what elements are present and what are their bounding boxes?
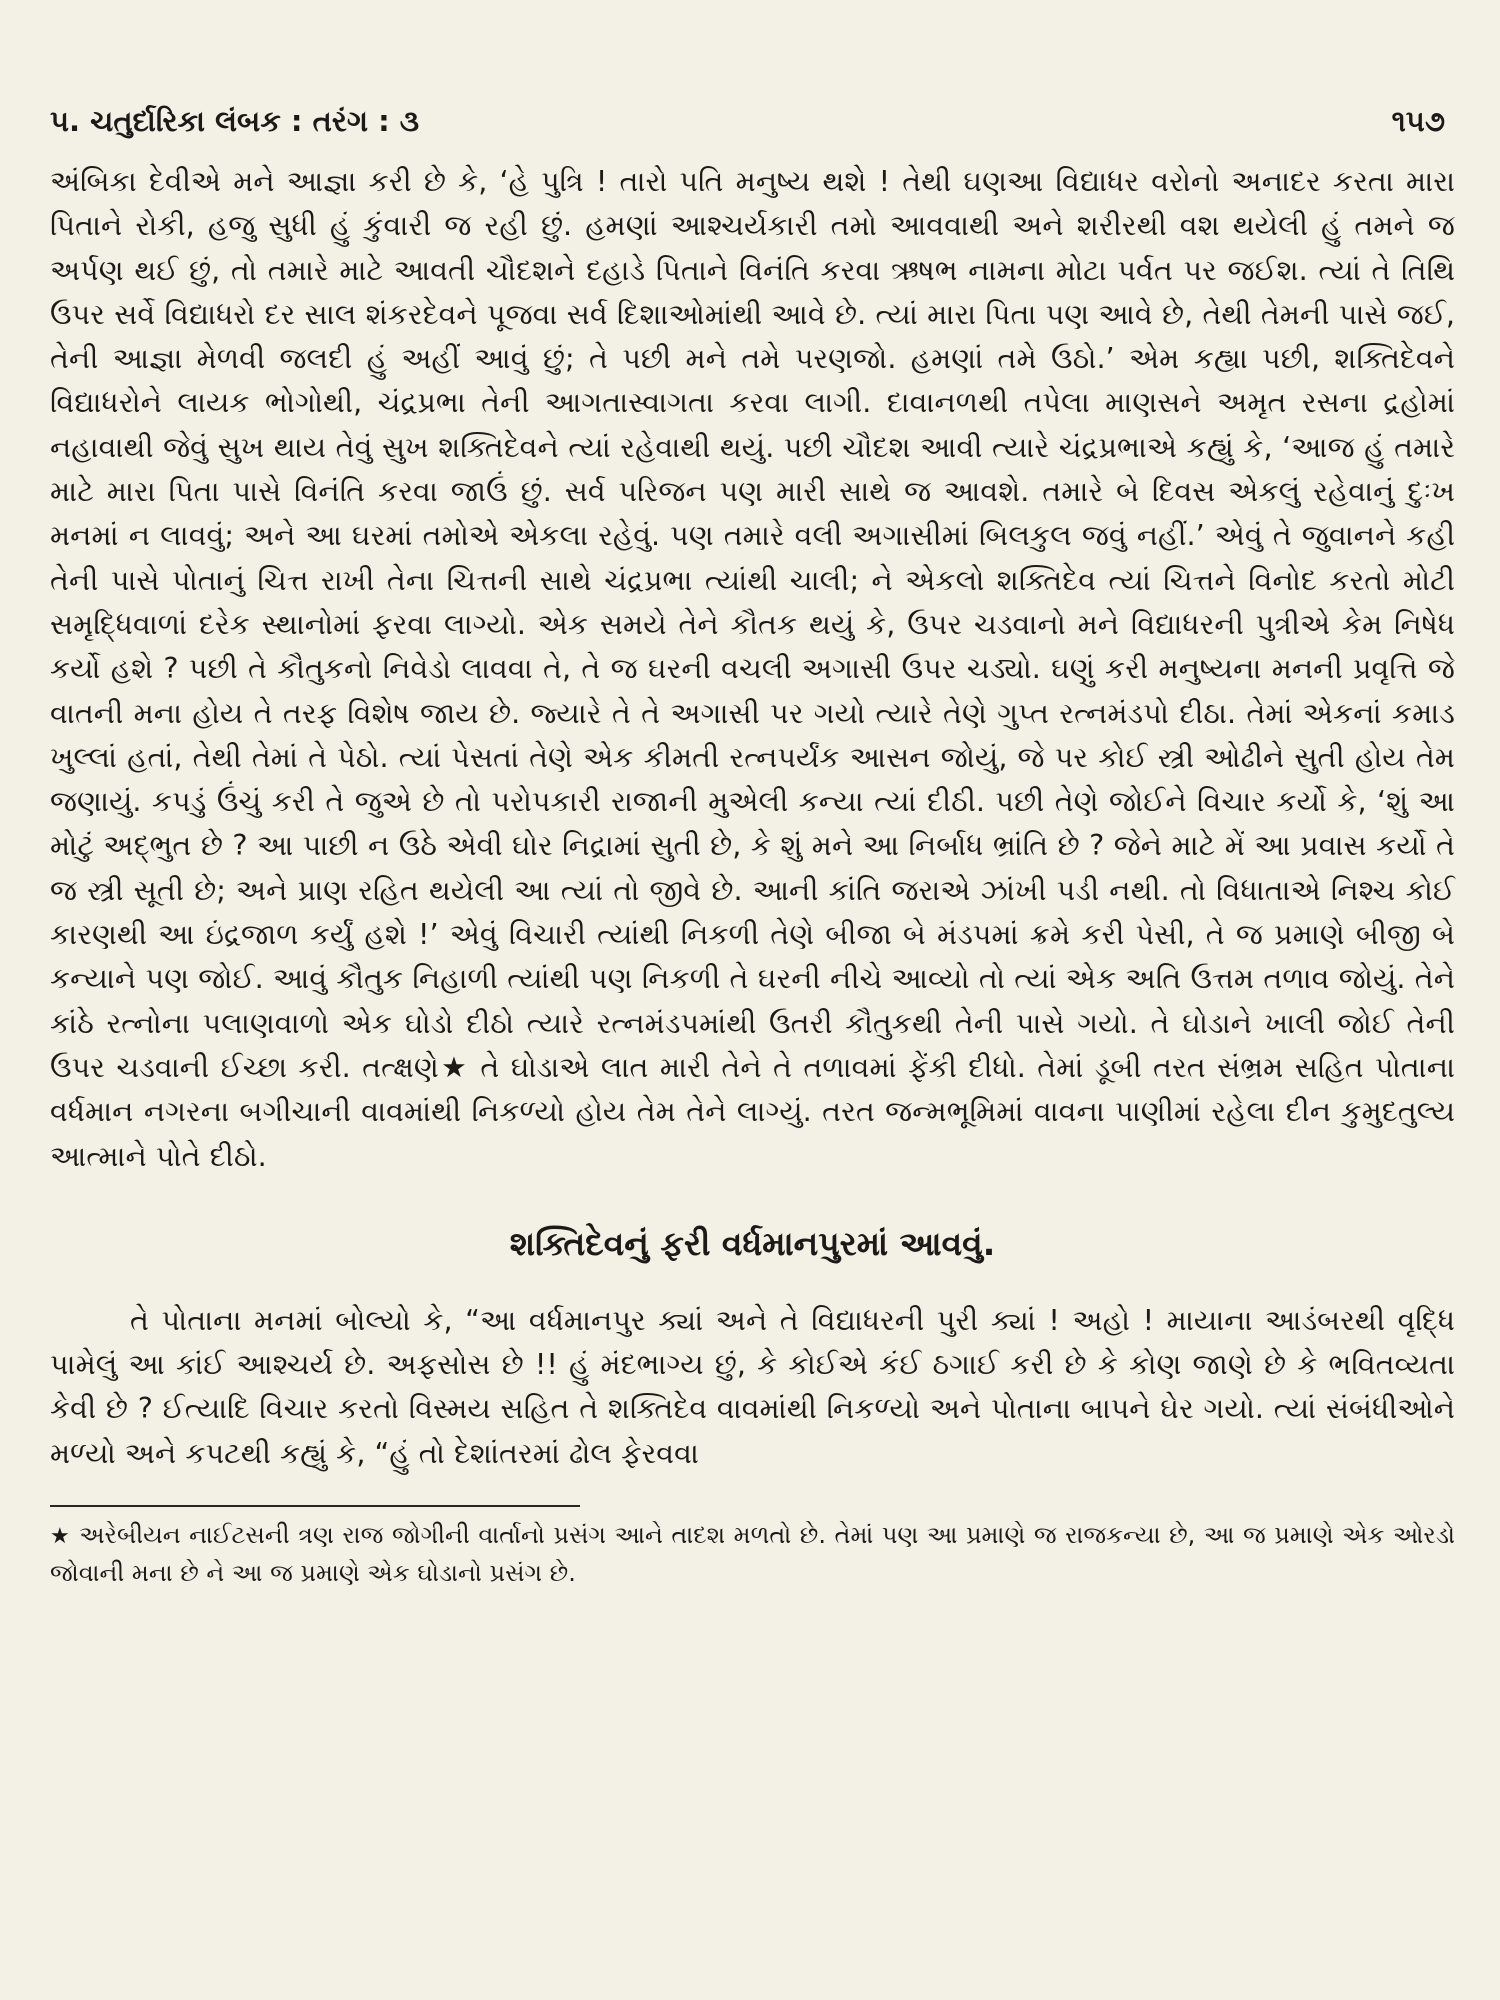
footnote-divider xyxy=(50,1505,580,1507)
running-header xyxy=(50,95,1455,147)
footnote xyxy=(50,1517,1455,1592)
chapter-title: ૫. ચતુર્દારિકા લંબક : તરંગ : ૩ xyxy=(50,104,420,138)
section-heading: શક્તિદેવનું ફરી વર્ધમાનપુરમાં આવવું. xyxy=(509,1223,996,1263)
footnote-text: અરેબીયન નાઈટસની ત્રણ રાજ જોગીની વાર્તાનો પ્રસંગ આને તાદશ મળતો છે. તેમાં પણ આ પ્રમાણે જ રાજકન્યા છે, આ જ પ્રમાણે એક ઓરડો જોવાની મના છે ને આ જ પ્રમાણે એક ઘોડાનો પ્રસંગ છે. xyxy=(50,1521,1456,1588)
paragraph: અંબિકા દેવીએ મને આજ્ઞા કરી છે કે, ‘હે પુત્રિ ! તારો પતિ મનુષ્ય થશે ! તેથી ઘણઆ વિદ્યાધર વરોનો અનાદર કરતા મારા પિતાને રોકી, હજુ સુધી હું કુંવારી જ રહી છું. હમણાં આશ્ચર્યકારી તમો આવવાથી અને શરીરથી વશ થયેલી હું તમને જ અર્પણ થઈ છું, તો તમારે માટે આવતી ચૌદશને દહાડે પિતાને વિનંતિ કરવા ઋષભ નામના મોટા પર્વત પર જઈશ. ત્યાં તે તિથિ ઉપર સર્વે વિદ્યાધરો દર સાલ શંકરદેવને પૂજવા સર્વ દિશાઓમાંથી આવે છે. ત્યાં મારા પિતા પણ આવે છે, તેથી તેમની પાસે જઈ, તેની આજ્ઞા મેળવી જલદી હું અહીં આવું છું; તે પછી મને તમે પરણજો. હમણાં તમે ઉઠો.’ એમ કહ્યા પછી, શક્તિદેવને વિદ્યાધરોને લાયક ભોગોથી, ચંદ્રપ્રભા તેની આગતાસ્વાગતા કરવા લાગી. દાવાનળથી તપેલા માણસને અમૃત રસના દ્રહોમાં નહાવાથી જેવું સુખ થાય તેવું સુખ શક્તિદેવને ત્યાં રહેવાથી થયું. પછી ચૌદશ આવી ત્યારે ચંદ્રપ્રભાએ કહ્યું કે, ‘આજ હું તમારે માટે મારા પિતા પાસે વિનંતિ કરવા જાઉં છું. સર્વ પરિજન પણ મારી સાથે જ આવશે. તમારે બે દિવસ એકલું રહેવાનું દુઃખ મનમાં ન લાવવું; અને આ ઘરમાં તમોએ એકલા રહેવું. પણ તમારે વલી અગાસીમાં બિલકુલ જવું નહીં.’ એવું તે જુવાનને કહી તેની પાસે પોતાનું ચિત્ત રાખી તેના ચિત્તની સાથે ચંદ્રપ્રભા ત્યાંથી ચાલી; ને એકલો શક્તિદેવ ત્યાં ચિત્તને વિનોદ કરતો મોટી સમૃદ્ધિવાળાં દરેક સ્થાનોમાં ફરવા લાગ્યો. એક સમયે તેને કૌતક થયું કે, ઉપર ચડવાનો મને વિદ્યાધરની પુત્રીએ કેમ નિષેધ કર્યો હશે ? પછી તે કૌતુકનો નિવેડો લાવવા તે, તે જ ઘરની વચલી અગાસી ઉપર ચડ્યો. ઘણું કરી મનુષ્યના મનની પ્રવૃત્તિ જે વાતની મના હોય તે તરફ વિશેષ જાય છે. જ્યારે તે તે અગાસી પર ગયો ત્યારે તેણે ગુપ્ત રત્નમંડપો દીઠા. તેમાં એકનાં કમાડ ખુલ્લાં હતાં, તેથી તેમાં તે પેઠો. ત્યાં પેસતાં તેણે એક કીમતી રત્નપર્યંક આસન જોયું, જે પર કોઈ સ્ત્રી ઓઢીને સુતી હોય તેમ જણાયું. કપડું ઉંચું કરી તે જુએ છે તો પરોપકારી રાજાની મુએલી કન્યા ત્યાં દીઠી. પછી તેણે જોઈને વિચાર કર્યો કે, ‘શું આ મોટું અદ્‌ભુત છે ? આ પાછી ન ઉઠે એવી ઘોર નિદ્રામાં સુતી છે, કે શું મને આ નિર્બાધ ભ્રાંતિ છે ? જેને માટે મેં આ પ્રવાસ કર્યો તે જ સ્ત્રી સૂતી છે; અને પ્રાણ રહિત થયેલી આ ત્યાં તો જીવે છે. આની કાંતિ જરાએ ઝાંખી પડી નથી. તો વિધાતાએ નિશ્ચ કોઈ કારણથી આ ઇંદ્રજાળ કર્યું હશે !’ એવું વિચારી ત્યાંથી નિકળી તેણે બીજા બે મંડપમાં ક્રમે કરી પેસી, તે જ પ્રમાણે બીજી બે કન્યાને પણ જોઈ. આવું કૌતુક નિહાળી ત્યાંથી પણ નિકળી તે ઘરની નીચે આવ્યો તો ત્યાં એક અતિ ઉત્તમ તળાવ જોયું. તેને કાંઠે રત્નોના પલાણવાળો એક ઘોડો દીઠો ત્યારે રત્નમંડપમાંથી ઉતરી કૌતુકથી તેની પાસે ગયો. તે ઘોડાને ખાલી જોઈ તેની ઉપર ચડવાની ઈચ્છા કરી. તત્ક્ષણે★ તે ઘોડાએ લાત મારી તેને તે તળાવમાં ફેંકી દીધો. તેમાં ડૂબી તરત સંભ્રમ સહિત પોતાના વર્ધમાન નગરના બગીચાની વાવમાંથી નિકળ્યો હોય તેમ તેને લાગ્યું. તરત જન્મભૂમિમાં વાવના પાણીમાં રહેલા દીન કુમુદતુલ્ય આત્માને પોતે દીઠો. xyxy=(50,164,1456,1173)
book-page xyxy=(50,95,1455,1975)
paragraph: તે પોતાના મનમાં બોલ્યો કે, “આ વર્ધમાનપુર ક્યાં અને તે વિદ્યાધરની પુરી ક્યાં ! અહો ! માયાના આડંબરથી વૃદ્ધિ પામેલું આ કાંઈ આશ્ચર્ય છે. અફસોસ છે !! હું મંદભાગ્ય છું, કે કોઈએ કંઈ ઠગાઈ કરી છે કે કોણ જાણે છે કે ભવિતવ્યતા કેવી છે ? ઈત્યાદિ વિચાર કરતો વિસ્મય સહિત તે શક્તિદેવ વાવમાંથી નિકળ્યો અને પોતાના બાપને ઘેર ગયો. ત્યાં સંબંધીઓને મળ્યો અને કપટથી કહ્યું કે, “હું તો દેશાંતરમાં ઢોલ ફેરવવા xyxy=(50,1302,1455,1470)
page-number: ૧૫૭ xyxy=(1391,104,1445,138)
footnote-marker: ★ xyxy=(50,1524,71,1550)
body-text xyxy=(50,159,1455,1475)
